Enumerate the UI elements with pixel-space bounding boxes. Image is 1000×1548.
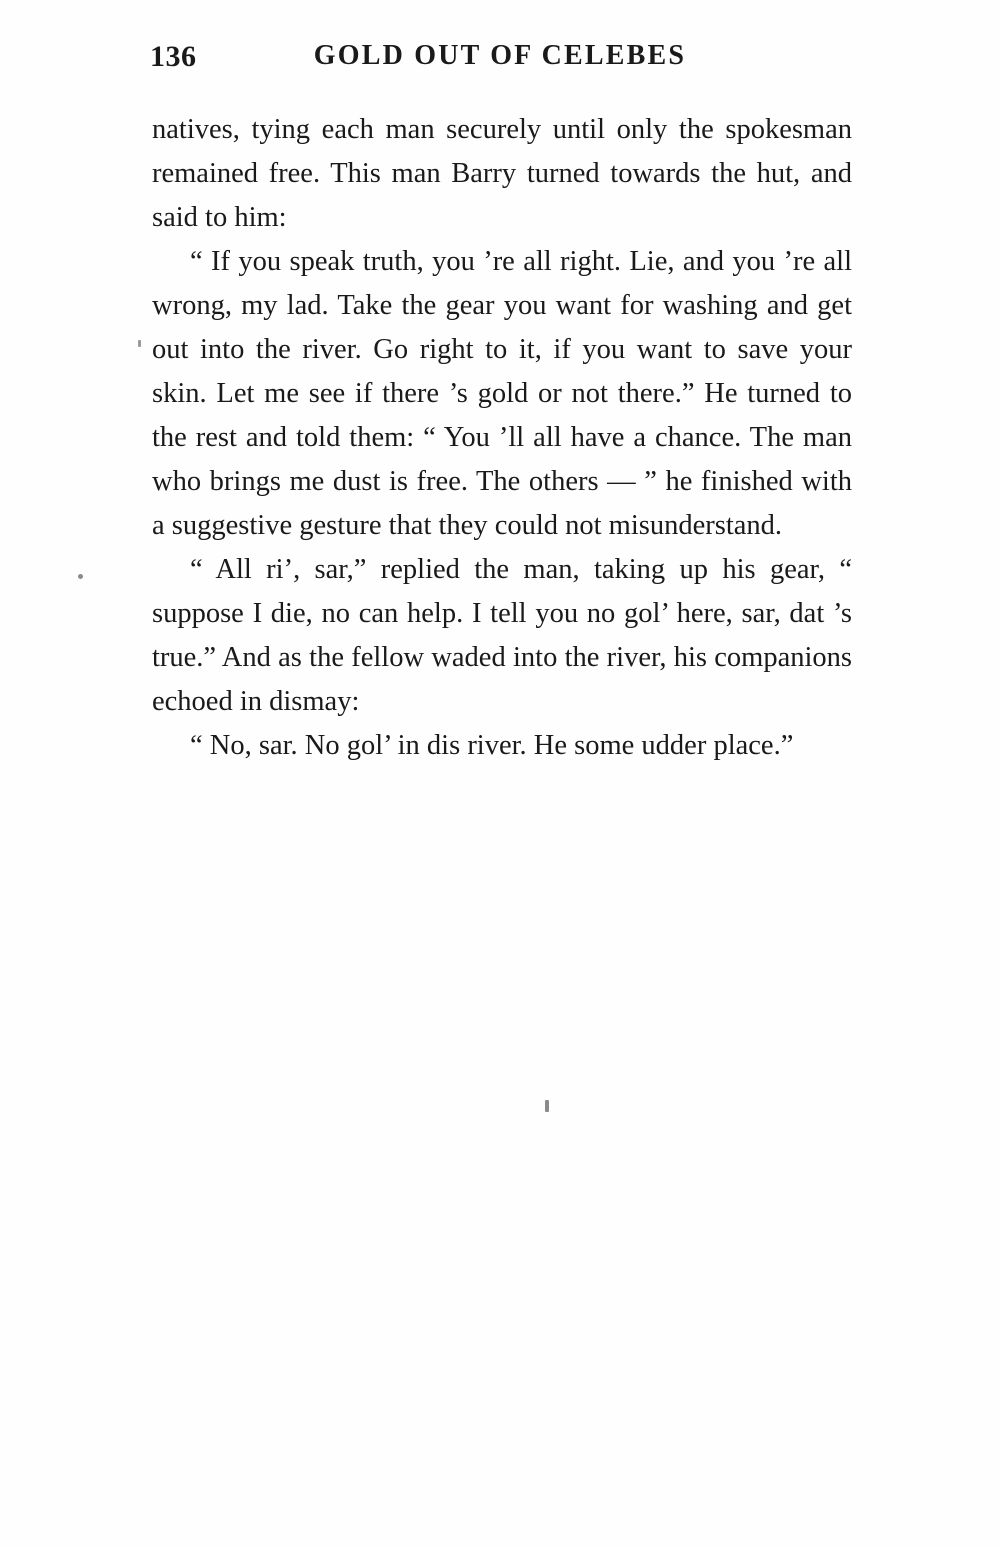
paper-speck	[138, 340, 141, 347]
paper-speck	[78, 574, 83, 579]
page-header	[150, 40, 850, 80]
paragraph-2: “ If you speak truth, you ’re all right. Lie, and you ’re all wrong, my lad. Take the gear you want for washing and get out into the river. Go right to it, if you want to save your skin. Let me see if there ’s gold or not there.” He turned to the rest and told them: “ You ’ll all have a chance. The man who brings me dust is free. The others — ” he finished with a suggestive gesture that they could not misunderstand.	[152, 246, 852, 541]
paragraph-3: “ All ri’, sar,” replied the man, taking up his gear, “ suppose I die, no can help. I tell you no gol’ here, sar, dat ’s true.” And as the fellow waded into the river, his companions echoed in dismay:	[152, 554, 852, 717]
paper-speck	[545, 1100, 549, 1112]
body-text	[152, 108, 852, 768]
paragraph-1: natives, tying each man securely until only the spokesman remained free. This man Barry turned towards the hut, and said to him:	[152, 114, 852, 233]
running-title: GOLD OUT OF CELEBES	[313, 40, 687, 71]
paragraph-4: “ No, sar. No gol’ in dis river. He some udder place.”	[190, 730, 794, 761]
page-number: 136	[150, 40, 197, 73]
